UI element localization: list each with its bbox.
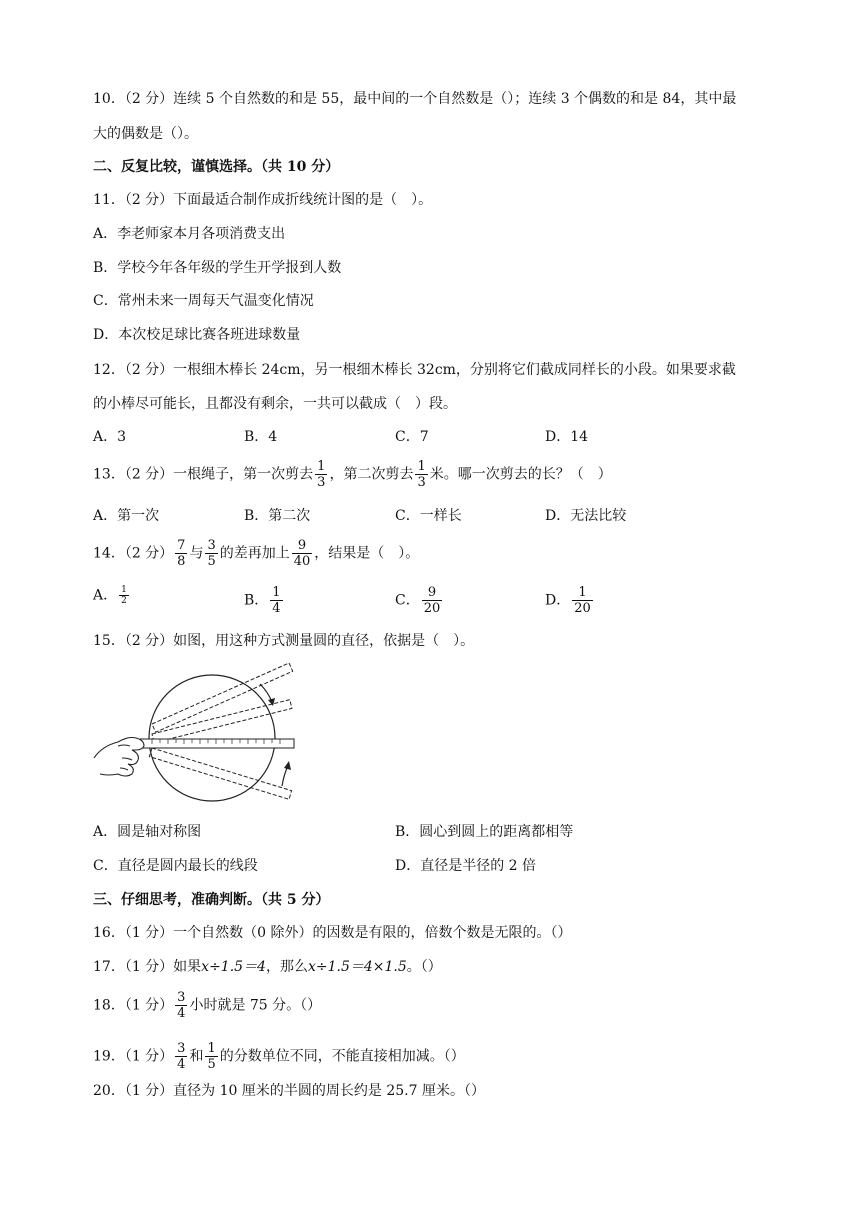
q14-option-c-numerator: 9: [422, 585, 443, 601]
q19-fraction-1: [175, 1041, 187, 1072]
q14-text-2: 与: [189, 545, 204, 562]
q14-option-b-label: B．: [244, 592, 269, 609]
q14-option-a-fraction: [119, 585, 129, 606]
q14-fraction-2: [205, 538, 217, 569]
q14-option-b-denominator: 4: [272, 601, 281, 616]
q19-stem: [93, 1041, 465, 1072]
q15-option-c: C．直径是圆内最长的线段: [93, 858, 258, 874]
q14-option-c-label: C．: [395, 592, 420, 609]
q12-option-d: D．14: [545, 429, 589, 445]
ruler-main: [140, 739, 294, 748]
q17-text-1: 17．（1 分）如果: [93, 959, 202, 975]
q14-option-d-label: D．: [545, 592, 571, 609]
section2-title: 二、反复比较，谨慎选择。（共 10 分）: [93, 159, 340, 175]
q13-fraction-2-denominator: 3: [417, 475, 426, 490]
q14-option-a-denominator: 2: [121, 596, 127, 606]
q14-option-c-denominator: 20: [423, 601, 441, 616]
q13-option-b: B．第二次: [244, 508, 311, 524]
q13-fraction-2-numerator: 1: [417, 459, 426, 474]
q13-option-c: C．一样长: [395, 508, 462, 524]
q15-option-d: D．直径是半径的 2 倍: [395, 858, 537, 874]
q10-line2: 大的偶数是（）。: [93, 126, 198, 142]
q15-option-b: B．圆心到圆上的距离都相等: [395, 824, 574, 840]
q14-option-d-fraction: [572, 585, 593, 616]
q13-stem: [93, 459, 612, 490]
q11-option-d: D．本次校足球比赛各班进球数量: [93, 327, 301, 343]
q14-option-c: [395, 585, 444, 616]
q19-fraction-2-denominator: 5: [207, 1057, 216, 1072]
q14-text-4: ，结果是（ ）。: [314, 545, 420, 562]
q19-fraction-2-numerator: 1: [207, 1041, 216, 1056]
section3-title: 三、仔细思考，准确判断。（共 5 分）: [93, 892, 330, 908]
q13-fraction-1-numerator: 1: [317, 459, 326, 474]
q19-text-3: 的分数单位不同，不能直接相加减。（）: [219, 1048, 465, 1065]
q13-option-d: D．无法比较: [545, 508, 627, 524]
q19-fraction-2: [205, 1041, 217, 1072]
q18-fraction: [175, 990, 187, 1021]
q13-fraction-2: [415, 459, 427, 490]
q12-option-c: C．7: [395, 429, 429, 445]
q11-option-c: C．常州未来一周每天气温变化情况: [93, 293, 314, 309]
q13-text-3: 米。哪一次剪去的长？（ ）: [429, 466, 612, 483]
arrow-lower-icon: [282, 761, 291, 786]
q14-option-b: [244, 585, 285, 616]
q17-text-2: ，那么: [265, 959, 308, 975]
q14-option-c-fraction: [422, 585, 443, 616]
q11-stem: 11．（2 分）下面最适合制作成折线统计图的是（ ）。: [93, 192, 433, 208]
q17-stem: [93, 958, 442, 976]
q14-fraction-1-denominator: 8: [177, 554, 186, 569]
q12-option-b: B．4: [244, 429, 278, 445]
q14-fraction-3-denominator: 40: [293, 554, 311, 569]
q11-option-a: A．李老师家本月各项消费支出: [93, 226, 286, 242]
q13-fraction-1: [315, 459, 327, 490]
q14-fraction-2-numerator: 3: [207, 538, 216, 553]
q14-option-d-numerator: 1: [572, 585, 593, 601]
q14-fraction-3: [292, 538, 313, 569]
q14-fraction-2-denominator: 5: [207, 554, 216, 569]
q17-text-3: 。（）: [406, 959, 442, 975]
q14-option-b-numerator: 1: [272, 585, 281, 600]
q15-option-a: A．圆是轴对称图: [93, 824, 202, 840]
q14-option-a: [93, 585, 131, 606]
q18-text-2: 小时就是 75 分。（）: [189, 997, 322, 1014]
q14-text-1: 14．（2 分）: [93, 545, 174, 562]
q18-fraction-denominator: 4: [177, 1006, 186, 1021]
q14-option-d-denominator: 20: [574, 601, 591, 616]
hand-icon: [94, 738, 144, 777]
q18-stem: [93, 990, 321, 1021]
q17-equation-2: x÷1.5＝4×1.5: [307, 959, 407, 975]
q19-fraction-1-numerator: 3: [177, 1041, 186, 1056]
circle-outline: [149, 675, 275, 801]
q12-option-a: A．3: [93, 429, 127, 445]
q14-option-d: [545, 585, 595, 616]
q13-fraction-1-denominator: 3: [317, 475, 326, 490]
q13-option-a: A．第一次: [93, 508, 160, 524]
q20-text: 20．（1 分）直径为 10 厘米的半圆的周长约是 25.7 厘米。（）: [93, 1083, 485, 1099]
circle-measure-figure: [92, 662, 302, 812]
q18-fraction-numerator: 3: [177, 990, 186, 1005]
q14-stem: [93, 538, 419, 569]
q13-text-1: 13．（2 分）一根绳子，第一次剪去: [93, 466, 314, 483]
q19-text-1: 19．（1 分）: [93, 1048, 174, 1065]
q18-text-1: 18．（1 分）: [93, 997, 174, 1014]
q13-text-2: ，第二次剪去: [329, 466, 414, 483]
q12-line2: 的小棒尽可能长，且都没有剩余，一共可以截成（ ）段。: [93, 396, 457, 412]
q16-text: 16．（1 分）一个自然数（0 除外）的因数是有限的，倍数个数是无限的。（）: [93, 925, 572, 941]
q14-fraction-1: [175, 538, 187, 569]
q15-stem: 15．（2 分）如图，用这种方式测量圆的直径，依据是（ ）。: [93, 633, 475, 649]
ruler-upper-dashed: [152, 663, 293, 732]
q12-line1: 12．（2 分）一根细木棒长 24cm，另一根细木棒长 32cm，分别将它们截成同样长的小段。如果要求截: [93, 362, 736, 378]
q11-option-b: B．学校今年各年级的学生开学报到人数: [93, 260, 342, 276]
q14-option-b-fraction: [270, 585, 282, 616]
q14-option-a-numerator: 1: [121, 585, 127, 595]
ruler-lower-dashed: [149, 748, 291, 799]
q10-line1: 10．（2 分）连续 5 个自然数的和是 55，最中间的一个自然数是（）；连续 3 个偶数的和是 84，其中最: [93, 91, 737, 107]
ruler-middle-dashed: [152, 700, 292, 743]
arrow-upper-icon: [260, 684, 275, 706]
q14-option-a-label: A．: [93, 587, 118, 604]
q14-text-3: 的差再加上: [219, 545, 290, 562]
q17-equation-1: x÷1.5＝4: [201, 959, 266, 975]
q19-fraction-1-denominator: 4: [177, 1057, 186, 1072]
q19-text-2: 和: [189, 1048, 204, 1065]
q14-fraction-1-numerator: 7: [177, 538, 186, 553]
q14-fraction-3-numerator: 9: [292, 538, 313, 554]
